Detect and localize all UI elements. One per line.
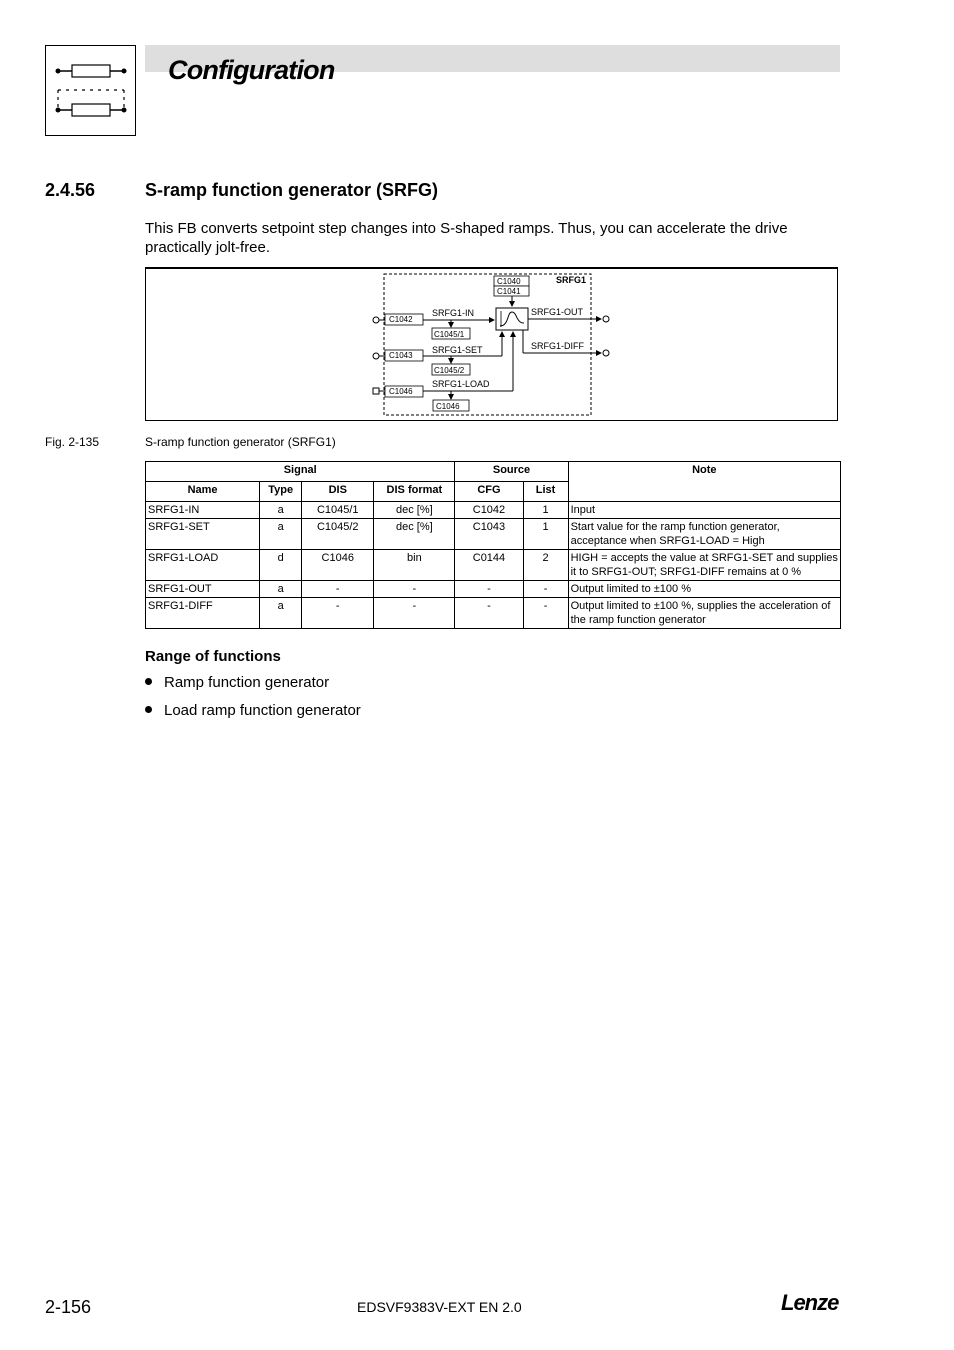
table-row	[146, 598, 841, 629]
cell-list: 1	[523, 519, 568, 550]
figure-number: Fig. 2-135	[45, 435, 100, 449]
label-srfg1-out: SRFG1-OUT	[531, 307, 584, 317]
cell-type: d	[260, 550, 302, 581]
cell-dis-format: bin	[374, 550, 455, 581]
code-c1045-2: C1045/2	[434, 366, 465, 375]
code-c1042: C1042	[389, 315, 413, 324]
code-c1040: C1040	[497, 277, 521, 286]
cell-name: SRFG1-IN	[146, 502, 260, 519]
cell-note: Output limited to ±100 %, supplies the acceleration of the ramp function generator	[568, 598, 840, 629]
col-header-type: Type	[260, 482, 302, 502]
circuit-icon	[46, 46, 135, 135]
col-header-dis-format: DIS format	[374, 482, 455, 502]
cell-name: SRFG1-DIFF	[146, 598, 260, 629]
list-item-label: Load ramp function generator	[164, 702, 361, 719]
chapter-icon	[45, 45, 136, 136]
bullet-icon	[145, 678, 152, 685]
section-title: S-ramp function generator (SRFG)	[145, 180, 439, 200]
label-srfg1-in: SRFG1-IN	[432, 308, 475, 318]
cell-cfg: C1042	[455, 502, 523, 519]
code-c1043: C1043	[389, 351, 413, 360]
cell-name: SRFG1-SET	[146, 519, 260, 550]
range-heading: Range of functions	[145, 648, 281, 665]
bullet-icon	[145, 706, 152, 713]
cell-list: -	[523, 598, 568, 629]
brand-logo: Lenze	[781, 1290, 839, 1315]
code-c1046-dis: C1046	[436, 402, 460, 411]
input-connector-load	[373, 388, 379, 394]
cell-dis: C1045/1	[302, 502, 374, 519]
cell-list: 1	[523, 502, 568, 519]
col-header-name: Name	[146, 482, 260, 502]
cell-note: Start value for the ramp function generator, acceptance when SRFG1-LOAD = High	[568, 519, 840, 550]
code-c1041: C1041	[497, 287, 521, 296]
cell-note: Input	[568, 502, 840, 519]
label-srfg1-load: SRFG1-LOAD	[432, 379, 490, 389]
cell-note: HIGH = accepts the value at SRFG1-SET and supplies it to SRFG1-OUT; SRFG1-DIFF remains at 0 %	[568, 550, 840, 581]
page-title: Configuration	[168, 55, 335, 85]
list-item	[145, 701, 361, 720]
code-c1045-1: C1045/1	[434, 330, 465, 339]
cell-cfg: C1043	[455, 519, 523, 550]
cell-name: SRFG1-LOAD	[146, 550, 260, 581]
cell-note: Output limited to ±100 %	[568, 581, 840, 598]
table-row	[146, 519, 841, 550]
cell-name: SRFG1-OUT	[146, 581, 260, 598]
output-connector-out	[603, 316, 609, 322]
cell-type: a	[260, 581, 302, 598]
cell-cfg: C0144	[455, 550, 523, 581]
table-row	[146, 550, 841, 581]
cell-dis-format: -	[374, 598, 455, 629]
intro-paragraph: This FB converts setpoint step changes into S-shaped ramps. Thus, you can accelerate the drive practically jolt-free.	[145, 220, 788, 256]
col-header-list: List	[523, 482, 568, 502]
cell-type: a	[260, 519, 302, 550]
cell-dis-format: dec [%]	[374, 502, 455, 519]
list-item-label: Ramp function generator	[164, 674, 330, 691]
cell-dis: C1045/2	[302, 519, 374, 550]
cell-list: 2	[523, 550, 568, 581]
cell-type: a	[260, 502, 302, 519]
col-header-cfg: CFG	[455, 482, 523, 502]
group-header-source: Source	[455, 462, 568, 482]
table-row	[146, 581, 841, 598]
group-header-signal: Signal	[146, 462, 455, 482]
code-c1046: C1046	[389, 387, 413, 396]
input-connector-set	[373, 353, 379, 359]
cell-dis: -	[302, 598, 374, 629]
cell-list: -	[523, 581, 568, 598]
cell-cfg: -	[455, 598, 523, 629]
cell-dis: -	[302, 581, 374, 598]
signal-table	[145, 461, 841, 629]
cell-dis: C1046	[302, 550, 374, 581]
cell-dis-format: -	[374, 581, 455, 598]
document-id: EDSVF9383V-EXT EN 2.0	[357, 1299, 522, 1315]
figure-caption: S-ramp function generator (SRFG1)	[145, 435, 336, 449]
col-header-dis: DIS	[302, 482, 374, 502]
page-number: 2-156	[45, 1297, 92, 1317]
table-row	[146, 502, 841, 519]
cell-type: a	[260, 598, 302, 629]
list-item	[145, 673, 329, 692]
input-connector-in	[373, 317, 379, 323]
cell-cfg: -	[455, 581, 523, 598]
group-header-note: Note	[568, 462, 840, 502]
label-srfg1-diff: SRFG1-DIFF	[531, 341, 584, 351]
srfg-block-diagram	[145, 267, 838, 421]
cell-dis-format: dec [%]	[374, 519, 455, 550]
section-number: 2.4.56	[45, 180, 96, 200]
block-name: SRFG1	[556, 275, 587, 285]
label-srfg1-set: SRFG1-SET	[432, 345, 483, 355]
output-connector-diff	[603, 350, 609, 356]
